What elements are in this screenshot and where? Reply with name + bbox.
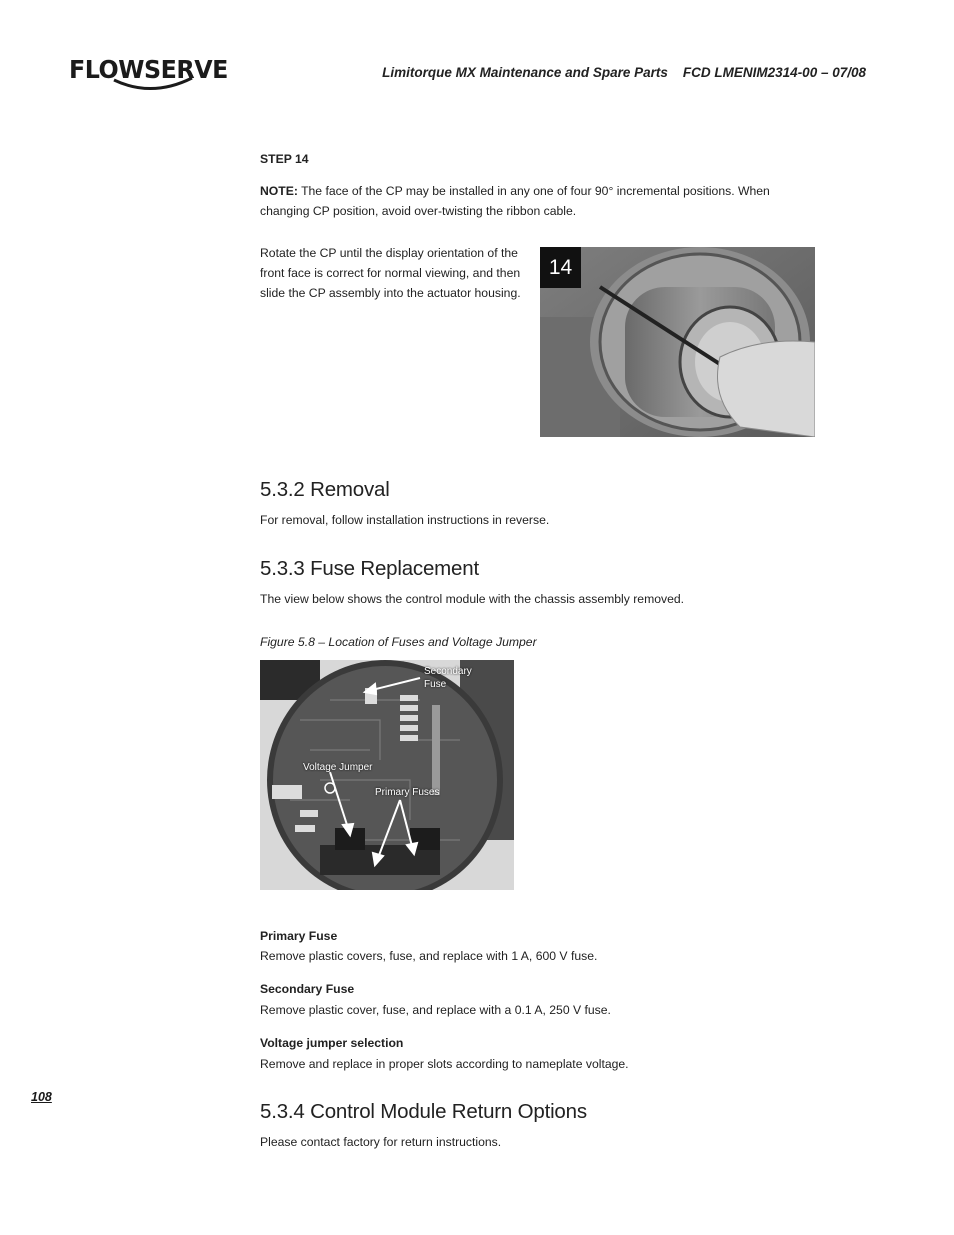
primary-fuse-text: Remove plastic covers, fuse, and replace with 1 A, 600 V fuse. [260,949,598,963]
logo-swoosh-icon [112,76,194,96]
doc-code: FCD LMENIM2314-00 – 07/08 [682,65,866,80]
figure-caption: Figure 5.8 – Location of Fuses and Voltage Jumper [260,635,537,649]
primary-fuses-label: Primary Fuses [375,787,440,798]
secondary-fuse-title: Secondary Fuse [260,982,355,996]
control-text: Please contact factory for return instructions. [260,1135,502,1149]
fuse-figure [260,660,514,890]
fuse-text: The view below shows the control module with the chassis assembly removed. [260,592,685,606]
primary-fuse-title: Primary Fuse [260,929,338,943]
step-14-photo [540,247,815,437]
voltage-jumper-title: Voltage jumper selection [260,1036,404,1050]
flowserve-logo: FLOWSERVE [69,55,228,84]
step-note [260,181,790,221]
removal-heading: 5.3.2 Removal [260,478,390,501]
step-label: STEP 14 [260,152,309,166]
page-number: 108 [31,1090,52,1104]
voltage-jumper-text: Remove and replace in proper slots according to nameplate voltage. [260,1057,629,1071]
secondary-fuse-text: Remove plastic cover, fuse, and replace with a 0.1 A, 250 V fuse. [260,1003,611,1017]
note-label: NOTE: [260,184,298,198]
document-header [382,65,866,80]
removal-text: For removal, follow installation instructions in reverse. [260,513,550,527]
control-heading: 5.3.4 Control Module Return Options [260,1100,587,1123]
note-text: The face of the CP may be installed in any one of four 90° incremental positions. When changing CP position, avoid over-twisting the ribbon cable. [260,184,770,218]
actuator-photo-image [540,247,815,437]
doc-title: Limitorque MX Maintenance and Spare Parts [382,65,668,80]
fuse-heading: 5.3.3 Fuse Replacement [260,557,479,580]
step-badge: 14 [540,247,581,288]
step-instruction: Rotate the CP until the display orientation of the front face is correct for normal viewing, and then slide the CP assembly into the actuator housing. [260,246,521,300]
pcb-photo-image [260,660,514,890]
secondary-fuse-label: Secondary Fuse [424,666,472,690]
voltage-jumper-label: Voltage Jumper [303,762,373,773]
